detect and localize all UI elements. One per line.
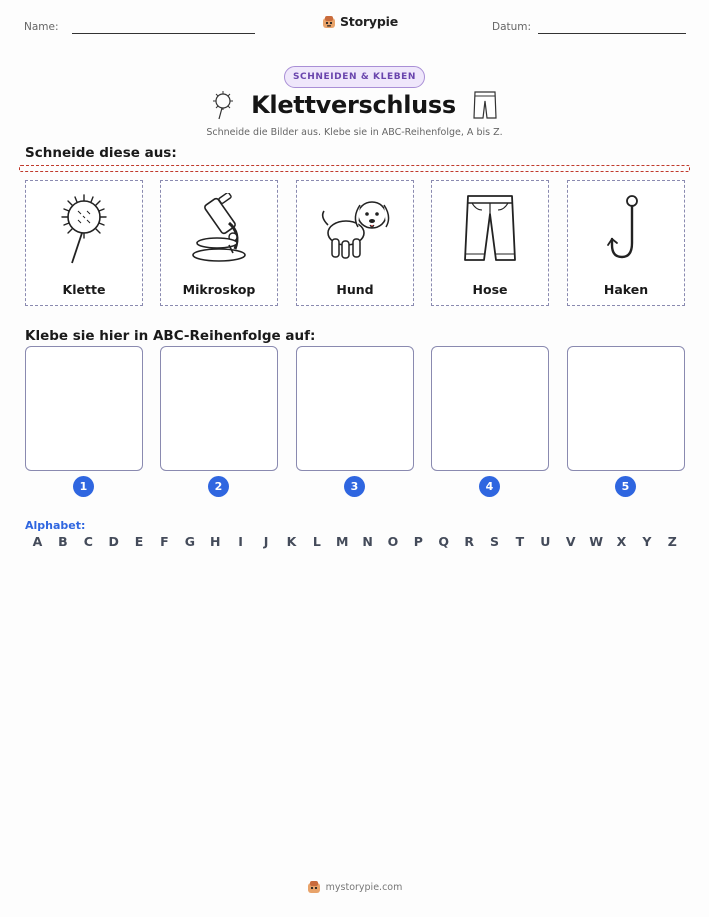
- alphabet-letter: S: [490, 534, 500, 549]
- paste-slot-2[interactable]: [160, 346, 278, 471]
- alphabet-row: [25, 534, 685, 549]
- alphabet-letter: M: [335, 534, 349, 549]
- alphabet-letter: I: [238, 534, 243, 549]
- cut-card-klette[interactable]: [25, 180, 143, 306]
- alphabet-letter: K: [286, 534, 297, 549]
- alphabet-letter: X: [616, 534, 627, 549]
- alphabet-letter: P: [413, 534, 423, 549]
- cut-card-hund[interactable]: [296, 180, 414, 306]
- card-label: Hund: [336, 282, 374, 297]
- alphabet-letter: Q: [438, 534, 450, 549]
- cut-card-hose[interactable]: [431, 180, 549, 306]
- alphabet-letter: D: [108, 534, 119, 549]
- footer: [0, 880, 709, 894]
- hook-icon: [606, 193, 646, 263]
- alphabet-letter: T: [515, 534, 525, 549]
- paste-section-title: Klebe sie hier in ABC-Reihenfolge auf:: [25, 328, 316, 344]
- alphabet-letter: E: [134, 534, 144, 549]
- alphabet-letter: V: [565, 534, 576, 549]
- cut-section-title: Schneide diese aus:: [25, 145, 177, 161]
- alphabet-title: Alphabet:: [25, 519, 86, 532]
- activity-badge: SCHNEIDEN & KLEBEN: [284, 66, 425, 88]
- paste-slot-5[interactable]: [567, 346, 685, 471]
- cut-card-haken[interactable]: [567, 180, 685, 306]
- slot-number-badge: 3: [344, 476, 365, 497]
- cut-line: [19, 165, 690, 172]
- alphabet-letter: R: [464, 534, 474, 549]
- pants-icon: [472, 90, 498, 120]
- slot-number-badge: 4: [479, 476, 500, 497]
- dog-icon: [318, 195, 392, 261]
- brand: [322, 14, 398, 29]
- page-title: Klettverschluss: [251, 91, 456, 119]
- footer-url[interactable]: mystorypie.com: [325, 881, 403, 893]
- microscope-icon: [189, 193, 249, 263]
- alphabet-letter: Z: [667, 534, 677, 549]
- card-label: Klette: [62, 282, 106, 297]
- burr-icon: [54, 191, 114, 265]
- paste-slot-4[interactable]: [431, 346, 549, 471]
- alphabet-letter: O: [387, 534, 399, 549]
- storypie-logo-icon: [307, 880, 321, 894]
- alphabet-letter: A: [32, 534, 43, 549]
- slot-number-badge: 2: [208, 476, 229, 497]
- storypie-logo-icon: [322, 15, 336, 29]
- alphabet-letter: H: [210, 534, 221, 549]
- alphabet-letter: Y: [642, 534, 652, 549]
- card-label: Mikroskop: [182, 282, 256, 297]
- pants-icon: [462, 192, 518, 264]
- brand-name: Storypie: [340, 14, 398, 29]
- cut-card-mikroskop[interactable]: [160, 180, 278, 306]
- title-row: [0, 90, 709, 120]
- burr-icon: [211, 90, 235, 120]
- alphabet-letter: J: [263, 534, 269, 549]
- alphabet-letter: U: [540, 534, 551, 549]
- alphabet-letter: F: [160, 534, 169, 549]
- alphabet-letter: B: [58, 534, 68, 549]
- name-line[interactable]: [72, 33, 255, 34]
- alphabet-letter: L: [312, 534, 321, 549]
- alphabet-letter: W: [589, 534, 603, 549]
- date-line[interactable]: [538, 33, 686, 34]
- slot-number-badge: 1: [73, 476, 94, 497]
- card-label: Hose: [472, 282, 508, 297]
- alphabet-letter: N: [362, 534, 373, 549]
- date-label: Datum:: [492, 21, 532, 33]
- paste-slot-3[interactable]: [296, 346, 414, 471]
- paste-slot-1[interactable]: [25, 346, 143, 471]
- alphabet-letter: C: [83, 534, 93, 549]
- card-label: Haken: [603, 282, 649, 297]
- instructions: Schneide die Bilder aus. Klebe sie in ABC-Reihenfolge, A bis Z.: [206, 127, 503, 138]
- alphabet-letter: G: [184, 534, 195, 549]
- name-label: Name:: [24, 21, 59, 33]
- slot-number-badge: 5: [615, 476, 636, 497]
